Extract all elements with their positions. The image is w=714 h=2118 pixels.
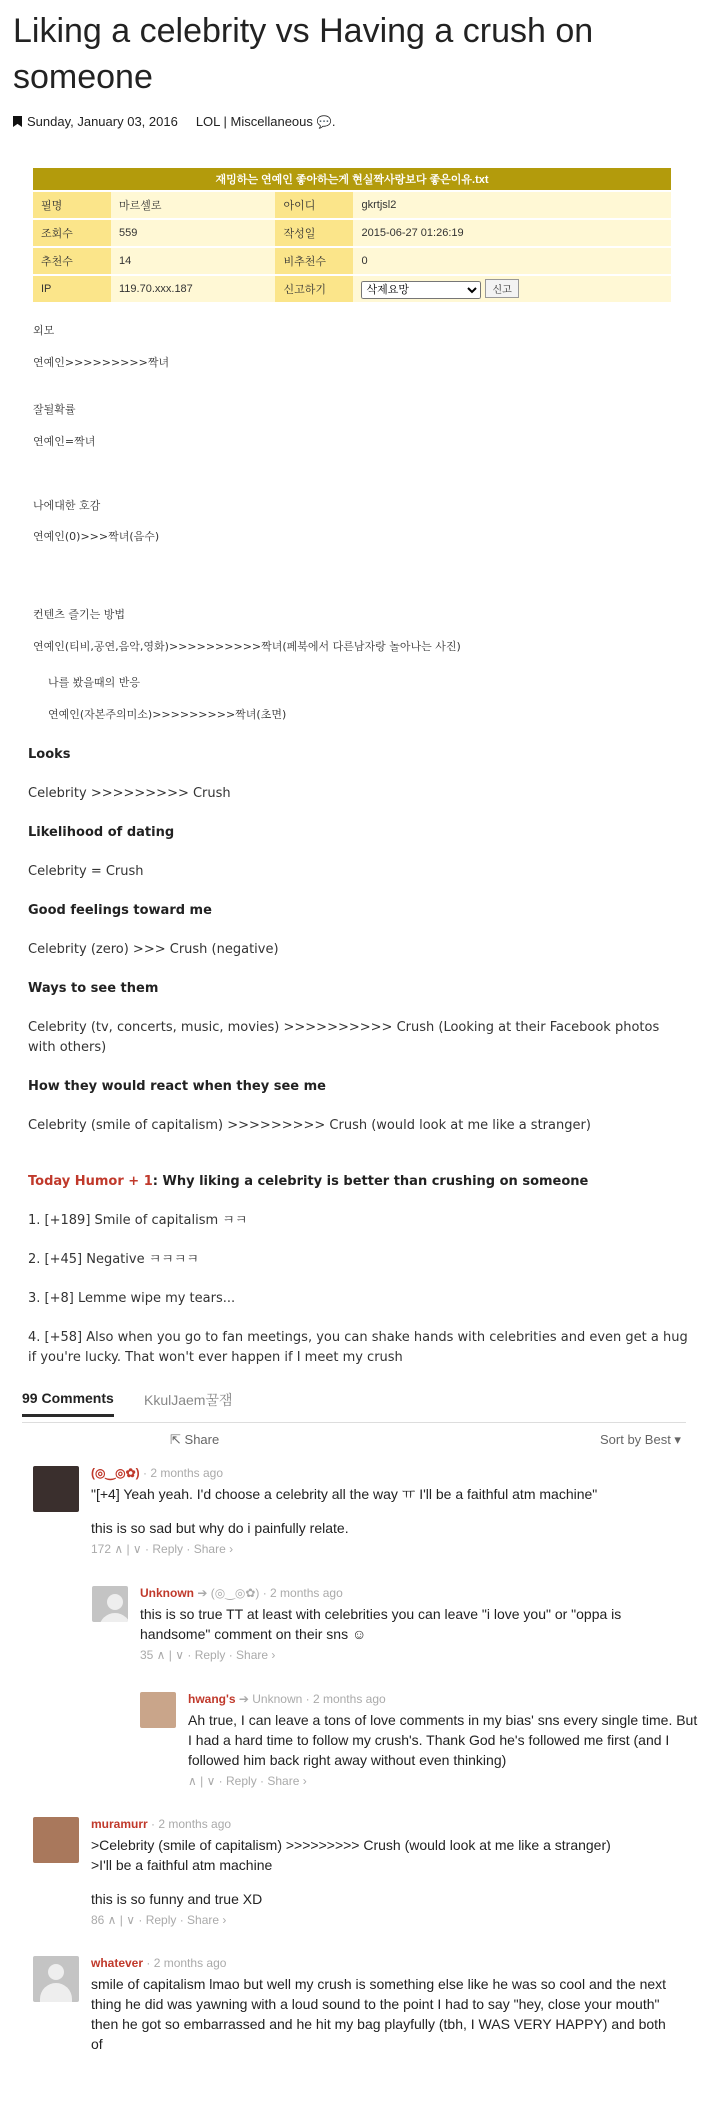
comment-meta: · 2 months ago xyxy=(142,1466,224,1480)
humor-item: 3. [+8] Lemme wipe my tears... xyxy=(28,1291,236,1306)
korean-line: 연예인>>>>>>>>>짝녀 xyxy=(33,356,170,369)
humor-heading xyxy=(28,1172,688,1192)
section-heading: How they would react when they see me xyxy=(28,1079,326,1094)
comment-actions[interactable]: 172 ∧ | ∨ · Reply · Share › xyxy=(91,1542,234,1556)
avatar[interactable] xyxy=(140,1692,176,1728)
korean-heading: 나에대한 호감 xyxy=(33,499,101,512)
board-value: 559 xyxy=(111,219,275,247)
comment-meta: · 2 months ago xyxy=(146,1956,227,1970)
comment-actions[interactable]: 35 ∧ | ∨ · Reply · Share › xyxy=(140,1648,276,1662)
humor-colon: : xyxy=(152,1174,158,1189)
comment-author[interactable]: hwang's xyxy=(188,1692,236,1706)
comment-text: "[+4] Yeah yeah. I'd choose a celebrity all the way ㅠ I'll be a faithful atm machine" xyxy=(91,1486,598,1502)
section-heading: Ways to see them xyxy=(28,981,159,996)
humor-item: 4. [+58] Also when you go to fan meetings, you can shake hands with celebrities and even get a hug if you're lucky. That won't ever happen if I meet my crush xyxy=(28,1330,688,1365)
board-value: 마르셀로 xyxy=(111,191,275,219)
report-select[interactable] xyxy=(361,281,481,299)
comment-text: >I'll be a faithful atm machine xyxy=(91,1857,273,1873)
board-value: 0 xyxy=(353,247,671,275)
comment-meta: · 2 months ago xyxy=(151,1817,232,1831)
comment-meta: ➔ (◎‿◎✿) · 2 months ago xyxy=(197,1586,343,1600)
board-value: gkrtjsl2 xyxy=(353,191,671,219)
report-button[interactable]: 신고 xyxy=(485,279,518,298)
korean-heading: 나를 봤을때의 반응 xyxy=(48,676,141,689)
humor-item: 2. [+45] Negative ㅋㅋㅋㅋ xyxy=(28,1252,199,1267)
comment-author[interactable]: (◎‿◎✿) xyxy=(91,1466,140,1480)
sort-dropdown[interactable]: Sort by Best ▾ xyxy=(600,1432,681,1447)
comment-actions[interactable]: ∧ | ∨ · Reply · Share › xyxy=(188,1774,307,1788)
board-label: 비추천수 xyxy=(275,247,353,275)
section-text: Celebrity (smile of capitalism) >>>>>>>>> Crush (would look at me like a stranger) xyxy=(28,1118,591,1133)
comment-meta: ➔ Unknown · 2 months ago xyxy=(238,1692,386,1706)
section-heading: Good feelings toward me xyxy=(28,903,212,918)
section-text: Celebrity = Crush xyxy=(28,864,144,879)
korean-line: 연예인(티비,공연,음악,영화)>>>>>>>>>>짝녀(페북에서 다른남자랑 놀아나는 사진) xyxy=(33,640,461,653)
comment-text: Ah true, I can leave a tons of love comments in my bias' sns every single time. But I had a hard time to follow my crush's. Thank God he's followed me first (and I followed him back right away without even thinking) xyxy=(188,1712,698,1768)
comment-text: this is so funny and true XD xyxy=(91,1891,263,1907)
board-label: IP xyxy=(33,275,111,303)
bookmark-icon xyxy=(13,116,22,127)
comment-bubble-icon[interactable]: 💬 xyxy=(316,114,332,129)
tab-comments[interactable]: 99 Comments xyxy=(22,1390,114,1417)
comment-author[interactable]: muramurr xyxy=(91,1817,148,1831)
avatar[interactable] xyxy=(33,1817,79,1863)
korean-heading: 외모 xyxy=(33,324,55,337)
humor-title: Why liking a celebrity is better than crushing on someone xyxy=(162,1174,589,1189)
post-date: Sunday, January 03, 2016 xyxy=(27,114,178,129)
board-label: 작성일 xyxy=(275,219,353,247)
meta-trail: . xyxy=(331,114,336,129)
comment-text: >Celebrity (smile of capitalism) >>>>>>>>> Crush (would look at me like a stranger) xyxy=(91,1837,611,1853)
board-label: 아이디 xyxy=(275,191,353,219)
korean-line: 연예인(0)>>>짝녀(음수) xyxy=(33,530,160,543)
post-meta xyxy=(13,114,335,129)
comment-tabs xyxy=(22,1390,686,1423)
korean-line: 연예인(자본주의미소)>>>>>>>>>짝녀(초면) xyxy=(48,708,287,721)
section-text: Celebrity >>>>>>>>> Crush xyxy=(28,786,231,801)
tab-site[interactable]: KkulJaem꿀잼 xyxy=(144,1392,233,1408)
board-label: 필명 xyxy=(33,191,111,219)
board-label: 신고하기 xyxy=(275,275,353,303)
board-value: 119.70.xxx.187 xyxy=(111,275,275,303)
humor-item: 1. [+189] Smile of capitalism ㅋㅋ xyxy=(28,1213,248,1228)
board-info-table xyxy=(33,168,671,304)
humor-label: Today Humor + 1 xyxy=(28,1174,153,1189)
korean-heading: 컨텐츠 즐기는 방법 xyxy=(33,608,126,621)
section-text: Celebrity (tv, concerts, music, movies) >>>>>>>>>> Crush (Looking at their Facebook photos with others) xyxy=(28,1020,660,1055)
avatar[interactable] xyxy=(33,1466,79,1512)
section-text: Celebrity (zero) >>> Crush (negative) xyxy=(28,942,279,957)
comment-text: this is so sad but why do i painfully relate. xyxy=(91,1520,349,1536)
board-label: 조회수 xyxy=(33,219,111,247)
board-value: 14 xyxy=(111,247,275,275)
board-label: 추천수 xyxy=(33,247,111,275)
post-category[interactable]: LOL | Miscellaneous xyxy=(195,114,313,129)
post-title: Liking a celebrity vs Having a crush on someone xyxy=(13,12,594,96)
avatar[interactable] xyxy=(92,1586,128,1622)
comment-text: this is so true TT at least with celebrities you can leave "i love you" or "oppa is handsome" comment on their sns ☺ xyxy=(140,1606,622,1642)
board-value: 2015-06-27 01:26:19 xyxy=(353,219,671,247)
korean-line: 연예인=짝녀 xyxy=(33,435,96,448)
avatar[interactable] xyxy=(33,1956,79,2002)
comment-text: smile of capitalism lmao but well my crush is something else like he was so cool and the next thing he did was yawning with a loud sound to the point I had to say "hey, close your mouth" then he got so embarrassed and he hit my bag playfully (tbh, I WAS VERY HAPPY) and both of xyxy=(91,1976,667,2052)
share-label: Share xyxy=(184,1432,220,1447)
korean-heading: 잘될확률 xyxy=(33,403,76,416)
section-heading: Likelihood of dating xyxy=(28,825,175,840)
comment-author[interactable]: Unknown xyxy=(140,1586,194,1600)
section-heading: Looks xyxy=(28,747,71,762)
comment-actions[interactable]: 86 ∧ | ∨ · Reply · Share › xyxy=(91,1913,227,1927)
share-icon: ⇱ xyxy=(170,1432,181,1447)
board-header: 재밍하는 연예인 좋아하는게 현실짝사랑보다 좋은이유.txt xyxy=(33,168,671,191)
comment-author[interactable]: whatever xyxy=(91,1956,144,1970)
share-button[interactable] xyxy=(170,1432,219,1448)
